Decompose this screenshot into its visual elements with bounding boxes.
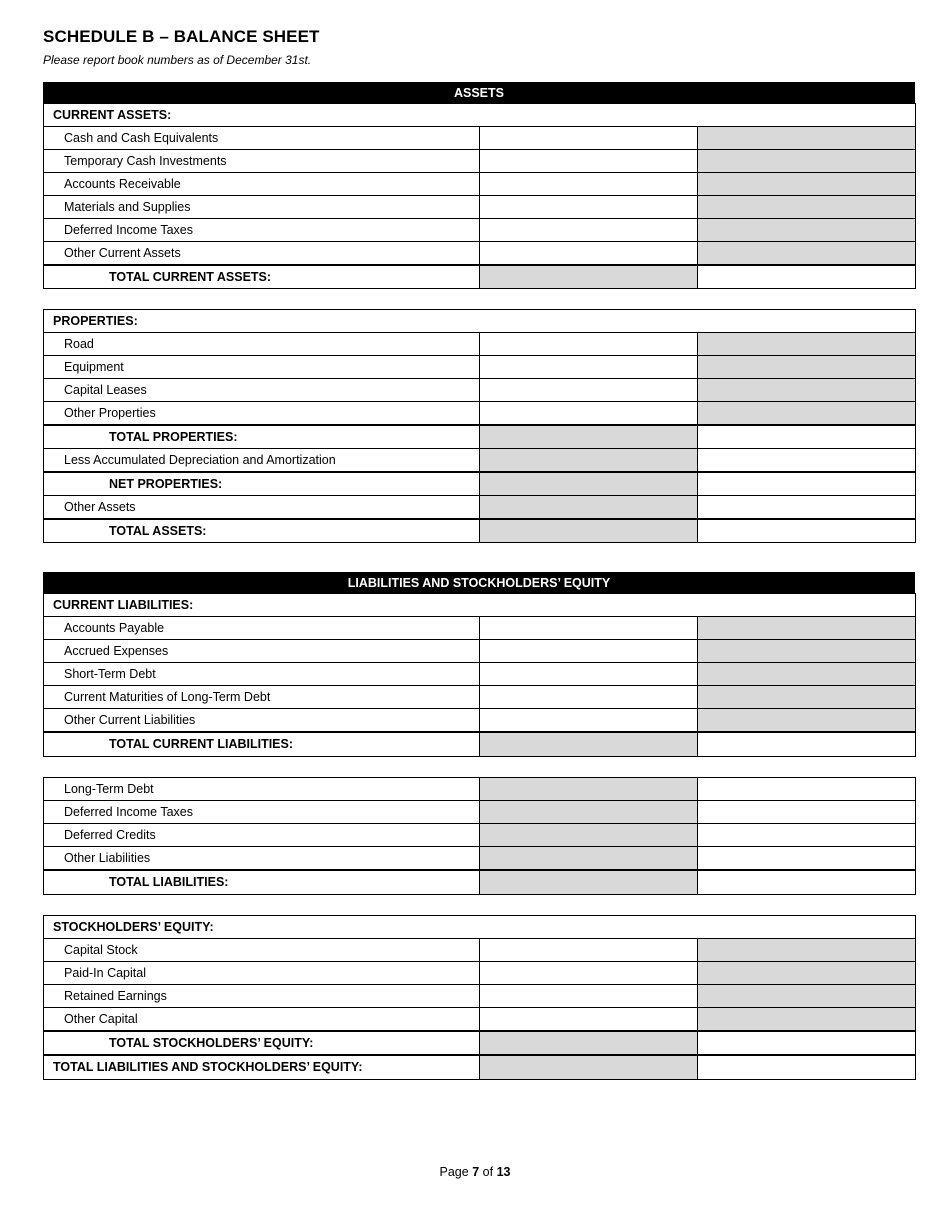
row-label: Short-Term Debt [44, 663, 480, 686]
row-label: Cash and Cash Equivalents [44, 127, 480, 150]
row-label: Deferred Income Taxes [44, 801, 480, 824]
total-row [44, 1055, 916, 1079]
row-label: Other Current Assets [44, 242, 480, 266]
table-row [44, 778, 916, 801]
shaded-cell [480, 732, 698, 756]
total-row [44, 732, 916, 756]
long-term-liabilities-section [43, 777, 915, 895]
shaded-cell [698, 939, 916, 962]
page-subtitle: Please report book numbers as of December 31st. [43, 53, 312, 67]
shaded-cell [698, 333, 916, 356]
amount-input[interactable] [480, 686, 698, 709]
shaded-cell [480, 1055, 698, 1079]
shaded-cell [698, 663, 916, 686]
page-word: Page [439, 1165, 469, 1179]
total-row [44, 870, 916, 894]
table-row [44, 449, 916, 473]
table-row [44, 985, 916, 1008]
total-equity-label: TOTAL STOCKHOLDERS’ EQUITY: [44, 1031, 480, 1055]
shaded-cell [698, 219, 916, 242]
current-assets-table [43, 103, 916, 289]
total-row [44, 425, 916, 449]
shaded-cell [480, 847, 698, 871]
total-properties-input[interactable] [698, 425, 916, 449]
table-row [44, 242, 916, 266]
row-label: Accounts Receivable [44, 173, 480, 196]
assets-section [43, 82, 915, 289]
row-label: Accrued Expenses [44, 640, 480, 663]
total-liabilities-equity-input[interactable] [698, 1055, 916, 1079]
table-row [44, 847, 916, 871]
page-footer [0, 1165, 950, 1179]
other-assets-input[interactable] [698, 496, 916, 520]
table-row [44, 127, 916, 150]
table-row [44, 333, 916, 356]
amount-input[interactable] [480, 640, 698, 663]
shaded-cell [480, 425, 698, 449]
total-equity-input[interactable] [698, 1031, 916, 1055]
properties-table [43, 309, 916, 543]
table-row [44, 379, 916, 402]
page-title: SCHEDULE B – BALANCE SHEET [43, 27, 320, 46]
shaded-cell [698, 127, 916, 150]
shaded-cell [480, 870, 698, 894]
total-row [44, 472, 916, 496]
shaded-cell [698, 150, 916, 173]
total-pages-number: 13 [496, 1165, 511, 1179]
total-row [44, 265, 916, 289]
shaded-cell [480, 496, 698, 520]
amount-input[interactable] [480, 617, 698, 640]
row-label: Capital Leases [44, 379, 480, 402]
equity-table [43, 915, 916, 1080]
total-assets-label: TOTAL ASSETS: [44, 519, 480, 543]
table-row [44, 686, 916, 709]
net-properties-input[interactable] [698, 472, 916, 496]
liabilities-section [43, 572, 915, 757]
amount-input[interactable] [698, 801, 916, 824]
row-label: Materials and Supplies [44, 196, 480, 219]
row-label: Other Current Liabilities [44, 709, 480, 733]
row-label: Accounts Payable [44, 617, 480, 640]
shaded-cell [698, 686, 916, 709]
amount-input[interactable] [698, 778, 916, 801]
table-row [44, 939, 916, 962]
amount-input[interactable] [480, 242, 698, 266]
shaded-cell [480, 472, 698, 496]
table-row [44, 962, 916, 985]
properties-group-label: PROPERTIES: [44, 310, 916, 333]
row-label: Equipment [44, 356, 480, 379]
shaded-cell [698, 640, 916, 663]
shaded-cell [698, 1008, 916, 1032]
total-current-liabilities-label: TOTAL CURRENT LIABILITIES: [44, 732, 480, 756]
row-label: Less Accumulated Depreciation and Amortization [44, 449, 480, 473]
properties-section [43, 309, 915, 543]
amount-input[interactable] [480, 173, 698, 196]
row-label: Road [44, 333, 480, 356]
shaded-cell [480, 778, 698, 801]
table-row [44, 709, 916, 733]
assets-header: ASSETS [43, 82, 915, 103]
net-properties-label: NET PROPERTIES: [44, 472, 480, 496]
amount-input[interactable] [480, 333, 698, 356]
shaded-cell [698, 709, 916, 733]
total-liabilities-equity-label: TOTAL LIABILITIES AND STOCKHOLDERS’ EQUITY: [44, 1055, 480, 1079]
current-page-number: 7 [472, 1165, 480, 1179]
shaded-cell [698, 985, 916, 1008]
shaded-cell [698, 379, 916, 402]
shaded-cell [698, 242, 916, 266]
table-row [44, 402, 916, 426]
long-term-liabilities-table [43, 777, 916, 895]
table-row [44, 356, 916, 379]
amount-input[interactable] [698, 824, 916, 847]
table-row [44, 219, 916, 242]
row-label: Other Properties [44, 402, 480, 426]
table-row [44, 801, 916, 824]
row-label: Retained Earnings [44, 985, 480, 1008]
amount-input[interactable] [480, 709, 698, 733]
table-row [44, 196, 916, 219]
amount-input[interactable] [480, 962, 698, 985]
row-label: Capital Stock [44, 939, 480, 962]
of-word: of [482, 1165, 494, 1179]
table-row [44, 824, 916, 847]
amount-input[interactable] [480, 127, 698, 150]
total-row [44, 1031, 916, 1055]
row-label: Other Capital [44, 1008, 480, 1032]
table-row [44, 173, 916, 196]
shaded-cell [480, 265, 698, 289]
table-row [44, 1008, 916, 1032]
table-row [44, 496, 916, 520]
row-label: Current Maturities of Long-Term Debt [44, 686, 480, 709]
current-liabilities-table [43, 593, 916, 757]
current-assets-group-label: CURRENT ASSETS: [44, 104, 916, 127]
shaded-cell [480, 1031, 698, 1055]
equity-section [43, 915, 915, 1080]
amount-input[interactable] [480, 663, 698, 686]
amount-input[interactable] [480, 219, 698, 242]
shaded-cell [698, 196, 916, 219]
shaded-cell [480, 824, 698, 847]
amount-input[interactable] [480, 939, 698, 962]
amount-input[interactable] [480, 150, 698, 173]
shaded-cell [698, 962, 916, 985]
liabilities-header: LIABILITIES AND STOCKHOLDERS’ EQUITY [43, 572, 915, 593]
table-row [44, 150, 916, 173]
shaded-cell [480, 801, 698, 824]
total-current-assets-input[interactable] [698, 265, 916, 289]
total-properties-label: TOTAL PROPERTIES: [44, 425, 480, 449]
current-liabilities-group-label: CURRENT LIABILITIES: [44, 594, 916, 617]
table-row [44, 663, 916, 686]
shaded-cell [480, 449, 698, 473]
amount-input[interactable] [480, 379, 698, 402]
shaded-cell [480, 519, 698, 543]
total-assets-input[interactable] [698, 519, 916, 543]
total-liabilities-input[interactable] [698, 870, 916, 894]
total-liabilities-label: TOTAL LIABILITIES: [44, 870, 480, 894]
total-current-liabilities-input[interactable] [698, 732, 916, 756]
depreciation-input[interactable] [698, 449, 916, 473]
row-label: Deferred Income Taxes [44, 219, 480, 242]
amount-input[interactable] [480, 1008, 698, 1032]
row-label: Deferred Credits [44, 824, 480, 847]
amount-input[interactable] [480, 356, 698, 379]
row-label: Other Liabilities [44, 847, 480, 871]
total-current-assets-label: TOTAL CURRENT ASSETS: [44, 265, 480, 289]
table-row [44, 640, 916, 663]
row-label: Temporary Cash Investments [44, 150, 480, 173]
total-row [44, 519, 916, 543]
amount-input[interactable] [480, 196, 698, 219]
table-row [44, 617, 916, 640]
equity-group-label: STOCKHOLDERS’ EQUITY: [44, 916, 916, 939]
shaded-cell [698, 402, 916, 426]
row-label: Paid-In Capital [44, 962, 480, 985]
amount-input[interactable] [480, 985, 698, 1008]
shaded-cell [698, 356, 916, 379]
shaded-cell [698, 617, 916, 640]
row-label: Long-Term Debt [44, 778, 480, 801]
amount-input[interactable] [698, 847, 916, 871]
shaded-cell [698, 173, 916, 196]
amount-input[interactable] [480, 402, 698, 426]
row-label: Other Assets [44, 496, 480, 520]
